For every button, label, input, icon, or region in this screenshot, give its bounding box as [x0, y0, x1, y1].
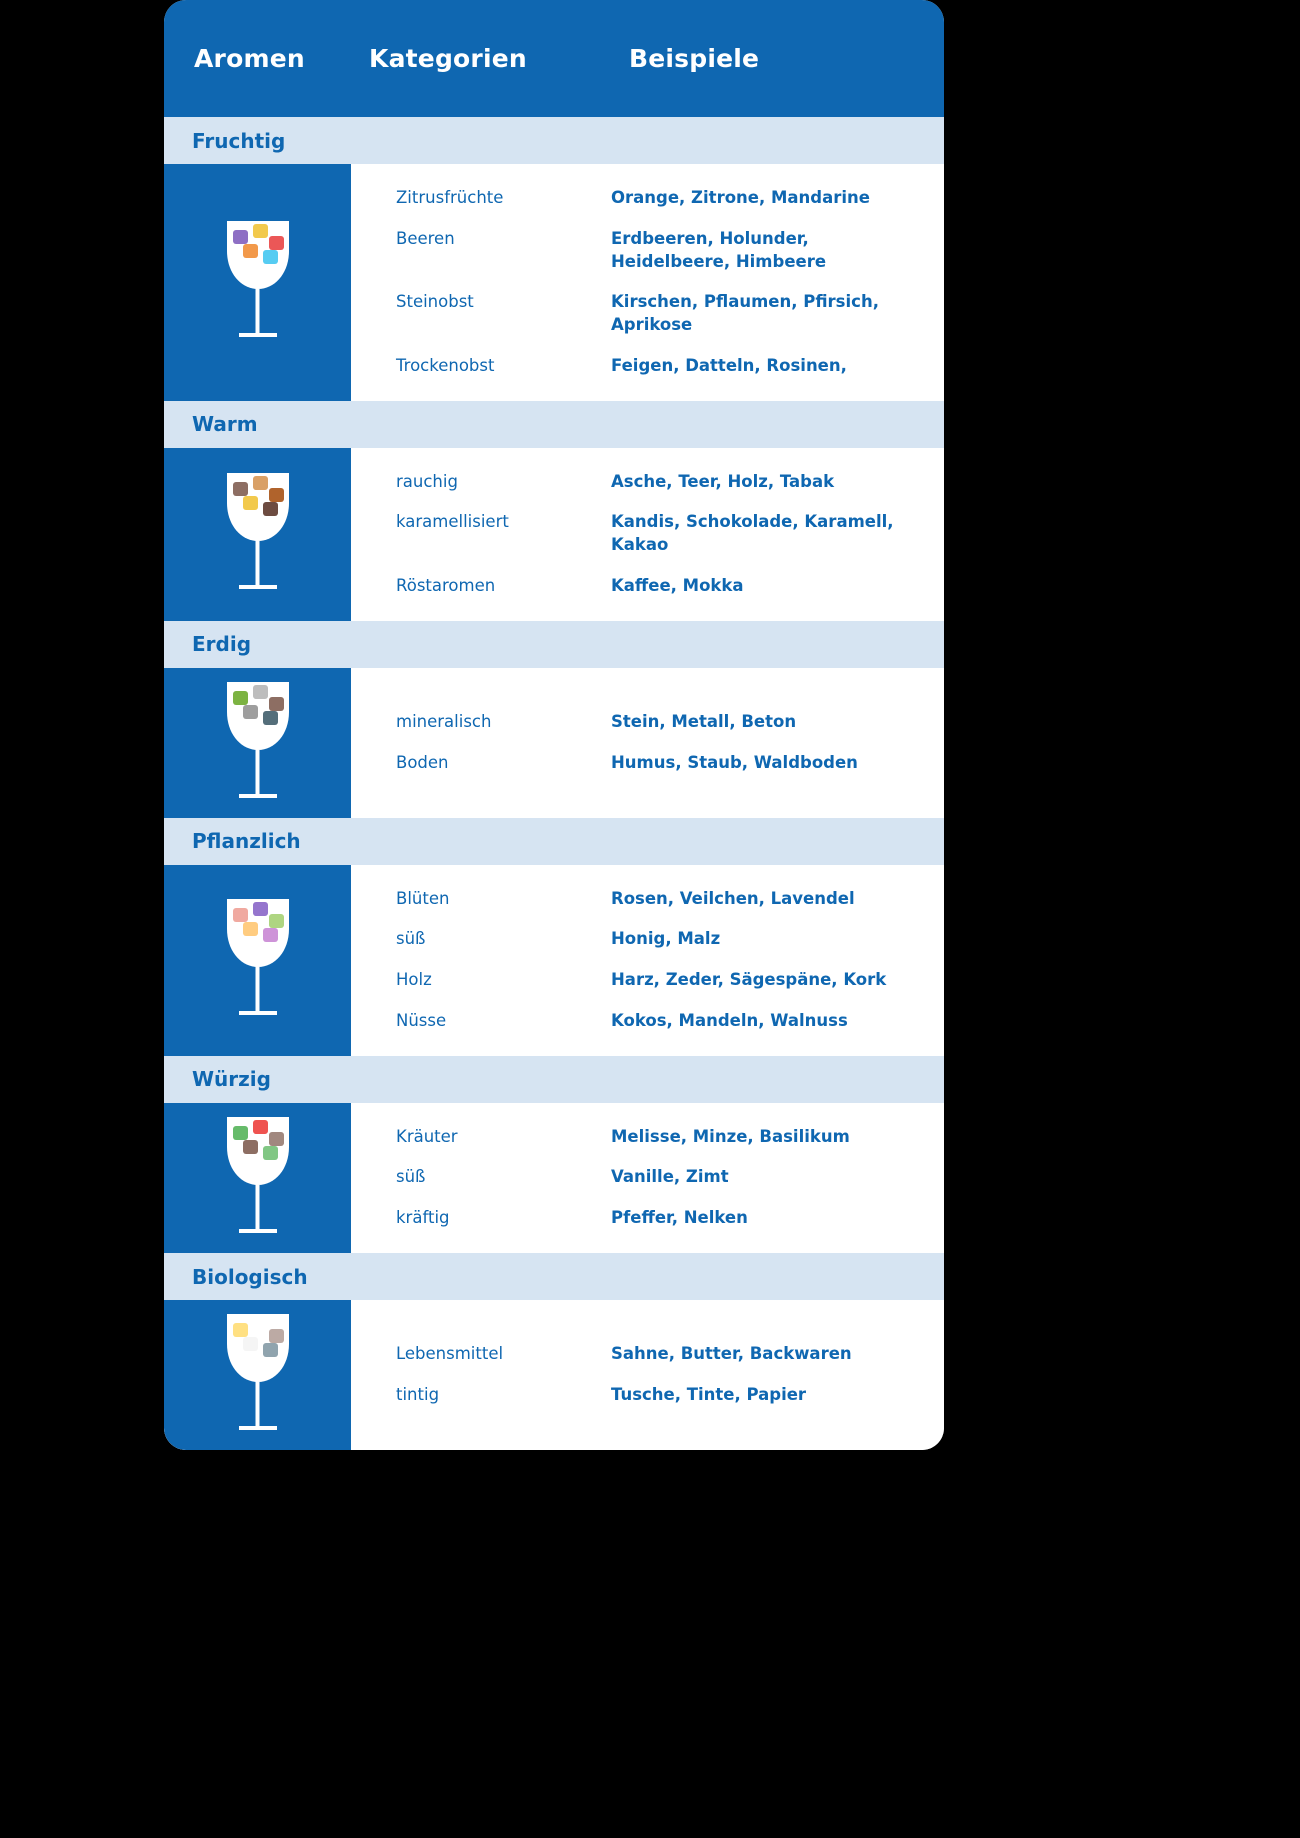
- table-header-row: [164, 0, 944, 117]
- wine-glass-biological-icon: [164, 1300, 351, 1450]
- row-examples: Melisse, Minze, Basilikum: [611, 1126, 850, 1146]
- table-row: [351, 282, 944, 346]
- wine-glass-earthy-icon: [164, 668, 351, 818]
- group-body: [164, 668, 944, 818]
- table-row: [351, 960, 944, 1001]
- row-examples: Stein, Metall, Beton: [611, 711, 797, 731]
- row-examples: Rosen, Veilchen, Lavendel: [611, 888, 855, 908]
- group-rows: [351, 668, 944, 818]
- wine-glass-icon: [203, 1300, 313, 1450]
- group-title-bar: [164, 621, 944, 668]
- table-row: [351, 919, 944, 960]
- group-body: [164, 1300, 944, 1450]
- column-header-aromen: Aromen: [194, 44, 305, 73]
- row-examples: Kokos, Mandeln, Walnuss: [611, 1010, 848, 1030]
- row-category: süß: [396, 1167, 426, 1187]
- table-row: [351, 462, 944, 503]
- wine-glass-fruity-icon: [164, 164, 351, 401]
- row-examples: Erdbeeren, Holunder, Heidelbeere, Himbeere: [611, 228, 827, 271]
- group-title: Pflanzlich: [192, 829, 301, 854]
- row-category: Zitrusfrüchte: [396, 188, 504, 207]
- table-row: [351, 566, 944, 607]
- table-row: [351, 1375, 944, 1416]
- row-category: kräftig: [396, 1208, 450, 1228]
- group-rows: [351, 1103, 944, 1253]
- group-title-bar: [164, 1253, 944, 1300]
- table-row: [351, 743, 944, 784]
- row-examples: Feigen, Datteln, Rosinen,: [611, 355, 847, 375]
- row-examples: Orange, Zitrone, Mandarine: [611, 188, 870, 207]
- row-category: Lebensmittel: [396, 1344, 504, 1364]
- group-rows: [351, 865, 944, 1056]
- table-row: [351, 879, 944, 920]
- wine-glass-vegetal-icon: [164, 865, 351, 1056]
- group-body: [164, 865, 944, 1056]
- row-category: Kräuter: [396, 1126, 458, 1146]
- group-title: Biologisch: [192, 1264, 308, 1289]
- row-examples: Asche, Teer, Holz, Tabak: [611, 471, 835, 491]
- table-row: [351, 346, 944, 387]
- table-row: [351, 1334, 944, 1375]
- group-title: Würzig: [192, 1067, 271, 1092]
- table-row: [351, 1198, 944, 1239]
- row-examples: Kirschen, Pflaumen, Pfirsich, Aprikose: [611, 292, 879, 335]
- row-examples: Pfeffer, Nelken: [611, 1208, 748, 1228]
- table-row: [351, 1157, 944, 1198]
- group-title-bar: [164, 818, 944, 865]
- row-category: Trockenobst: [396, 355, 495, 375]
- row-examples: Kandis, Schokolade, Karamell, Kakao: [611, 512, 894, 555]
- row-examples: Tusche, Tinte, Papier: [611, 1385, 807, 1405]
- aroma-groups: [164, 117, 944, 1450]
- row-examples: Kaffee, Mokka: [611, 575, 744, 595]
- wine-glass-icon: [203, 885, 313, 1035]
- row-category: Beeren: [396, 228, 455, 248]
- wine-glass-icon: [203, 668, 313, 818]
- row-examples: Harz, Zeder, Sägespäne, Kork: [611, 970, 887, 990]
- group-title: Erdig: [192, 632, 252, 657]
- group-title-bar: [164, 1056, 944, 1103]
- group-body: [164, 1103, 944, 1253]
- row-category: süß: [396, 929, 426, 949]
- column-header-kategorien: Kategorien: [369, 44, 527, 73]
- row-category: Blüten: [396, 888, 450, 908]
- group-rows: [351, 448, 944, 621]
- group-rows: [351, 164, 944, 401]
- wine-glass-icon: [203, 1103, 313, 1253]
- row-category: Nüsse: [396, 1010, 447, 1030]
- wine-glass-warm-icon: [164, 448, 351, 621]
- row-category: rauchig: [396, 471, 458, 491]
- row-category: Boden: [396, 752, 449, 772]
- row-category: Holz: [396, 970, 432, 990]
- table-row: [351, 1001, 944, 1042]
- table-row: [351, 702, 944, 743]
- row-examples: Honig, Malz: [611, 929, 721, 949]
- wine-glass-icon: [203, 459, 313, 609]
- row-examples: Sahne, Butter, Backwaren: [611, 1344, 852, 1364]
- row-category: mineralisch: [396, 711, 492, 731]
- row-examples: Humus, Staub, Waldboden: [611, 752, 858, 772]
- row-category: karamellisiert: [396, 512, 509, 532]
- group-title: Fruchtig: [192, 128, 286, 153]
- group-rows: [351, 1300, 944, 1450]
- row-category: tintig: [396, 1385, 440, 1405]
- table-row: [351, 178, 944, 219]
- row-category: Röstaromen: [396, 575, 496, 595]
- group-title: Warm: [192, 412, 258, 437]
- aroma-table-card: [164, 0, 944, 1450]
- table-row: [351, 219, 944, 283]
- table-row: [351, 502, 944, 566]
- group-title-bar: [164, 401, 944, 448]
- column-header-beispiele: Beispiele: [629, 44, 760, 73]
- table-row: [351, 1117, 944, 1158]
- wine-glass-icon: [203, 207, 313, 357]
- group-body: [164, 448, 944, 621]
- row-category: Steinobst: [396, 292, 474, 312]
- group-body: [164, 164, 944, 401]
- group-title-bar: [164, 117, 944, 164]
- row-examples: Vanille, Zimt: [611, 1167, 729, 1187]
- wine-glass-spicy-icon: [164, 1103, 351, 1253]
